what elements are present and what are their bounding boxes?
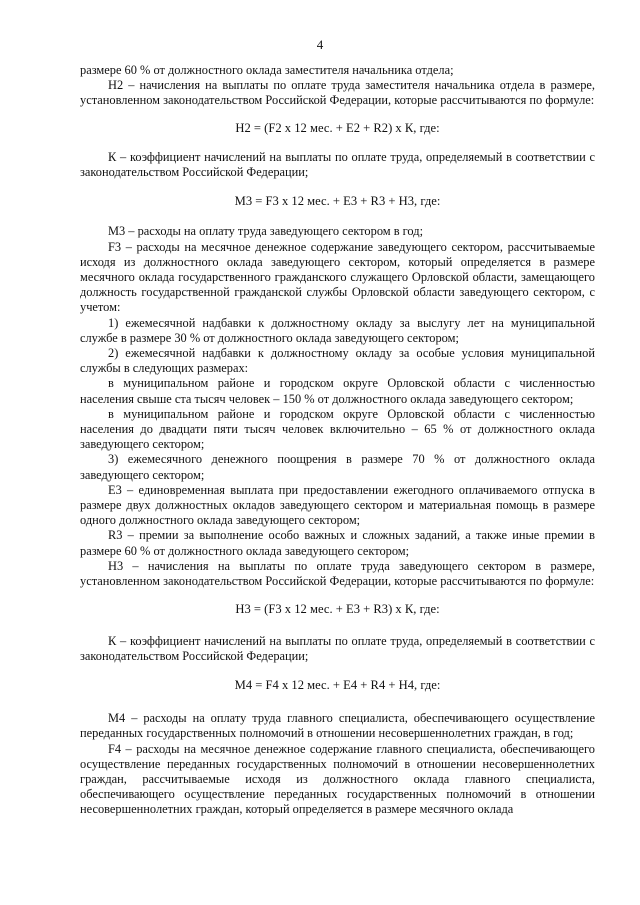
paragraph-m4-definition: М4 – расходы на оплату труда главного специалиста, обеспечивающего осуществление переданных государственных полномочий в отношении несовершеннолетних граждан, в год; (80, 711, 595, 741)
paragraph-r3-definition: R3 – премии за выполнение особо важных и сложных заданий, а также иные премии в размере 60 % от должностного оклада заведующего сектором; (80, 528, 595, 558)
paragraph-continuation: размере 60 % от должностного оклада заместителя начальника отдела; (80, 63, 454, 77)
formula-h2: Н2 = (F2 x 12 мес. + Е2 + R2) x К, где: (235, 120, 440, 135)
paragraph-h2-definition: Н2 – начисления на выплаты по оплате труда заместителя начальника отдела в размере, установленном законодательством Российской Федерации, которые рассчитываются по формуле: (80, 78, 595, 108)
paragraph-k-definition-2: К – коэффициент начислений на выплаты по оплате труда, определяемый в соответствии с законодательством Российской Федерации; (80, 633, 595, 663)
paragraph-f3-definition: F3 – расходы на месячное денежное содержание заведующего сектором, рассчитываемые исходя из должностного оклада заведующего сектором, который определяется в размере месячного оклада государственного гражданского служащего Орловской области, замещающего должность государственной гражданской службы Орловской области заведующего сектором, с учетом: (80, 239, 595, 315)
formula-m4: М4 = F4 x 12 мес. + Е4 + R4 + Н4, где: (234, 677, 441, 692)
paragraph-f4-definition: F4 – расходы на месячное денежное содержание главного специалиста, обеспечивающего осуществление переданных государственных полномочий в отношении несовершеннолетних граждан, рассчитываемые исходя из должностного оклада главного специалиста, обеспечивающего осуществление переданных государственных полномочий в отношении несовершеннолетних граждан, который определяется в размере месячного оклада (80, 741, 595, 817)
document-body (80, 63, 595, 818)
paragraph-k-definition: К – коэффициент начислений на выплаты по оплате труда, определяемый в соответствии с законодательством Российской Федерации; (80, 149, 595, 180)
paragraph-item-2-small-district: в муниципальном районе и городском округе Орловской области с численностью населения до двадцати пяти тысяч человек включительно – 65 % от должностного оклада заведующего сектором; (80, 406, 595, 452)
paragraph-item-2: 2) ежемесячной надбавки к должностному окладу за особые условия муниципальной службы в следующих размерах: (80, 346, 595, 376)
paragraph-item-2-large-district: в муниципальном районе и городском округе Орловской области с численностью населения свыше ста тысяч человек – 150 % от должностного оклада заведующего сектором; (80, 376, 595, 406)
formula-h3: Н3 = (F3 x 12 мес. + Е3 + R3) x К, где: (235, 602, 440, 617)
formula-m3: М3 = F3 x 12 мес. + Е3 + R3 + Н3, где: (234, 194, 441, 209)
paragraph-e3-definition: Е3 – единовременная выплата при предоставлении ежегодного оплачиваемого отпуска в размере двух должностных окладов заведующего сектором и материальная помощь в размере одного должностного оклада заведующего сектором; (80, 482, 595, 528)
paragraph-m3-definition: М3 – расходы на оплату труда заведующего сектором в год; (108, 224, 424, 239)
paragraph-h3-definition: Н3 – начисления на выплаты по оплате труда заведующего сектором в размере, установленном законодательством Российской Федерации, которые рассчитываются по формуле: (80, 558, 595, 589)
paragraph-item-3: 3) ежемесячного денежного поощрения в размере 70 % от должностного оклада заведующего сектором; (80, 452, 595, 482)
page-number: 4 (316, 37, 324, 52)
paragraph-item-1: 1) ежемесячной надбавки к должностному окладу за выслугу лет на муниципальной службе в размере 30 % от должностного оклада заведующего сектором; (80, 315, 595, 345)
